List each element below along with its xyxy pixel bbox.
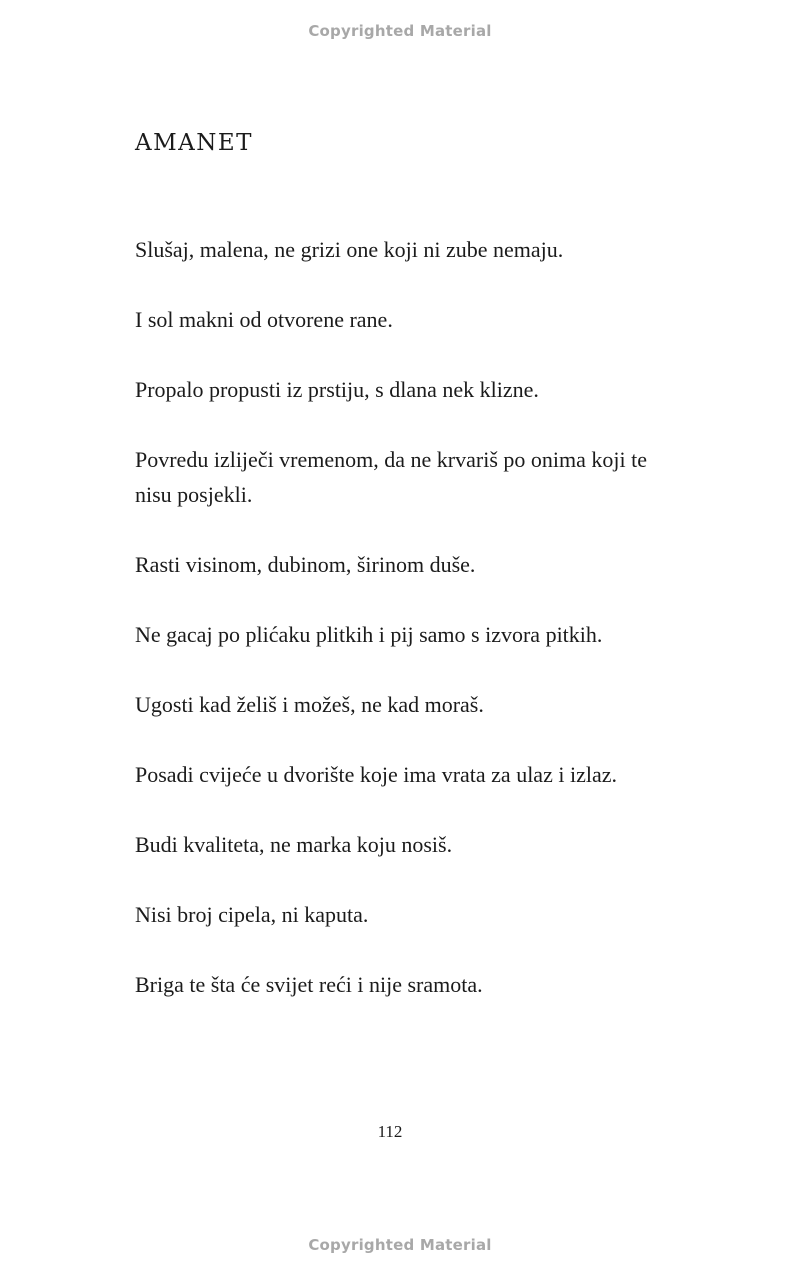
poem-stanza: Posadi cvijeće u dvorište koje ima vrata za ulaz i izlaz. xyxy=(135,762,617,787)
poem-stanza: Povredu izliječi vremenom, da ne krvariš po onima koji te nisu posjekli. xyxy=(135,447,647,507)
poem-stanza: Nisi broj cipela, ni kaputa. xyxy=(135,902,369,927)
poem-stanza: I sol makni od otvorene rane. xyxy=(135,307,393,332)
watermark-top: Copyrighted Material xyxy=(308,22,492,40)
poem-stanza: Ne gacaj po plićaku plitkih i pij samo s izvora pitkih. xyxy=(135,622,603,647)
page-number: 112 xyxy=(377,1122,403,1141)
poem-stanza: Propalo propusti iz prstiju, s dlana nek klizne. xyxy=(135,377,539,402)
poem-body xyxy=(135,232,655,1037)
poem-stanza: Ugosti kad želiš i možeš, ne kad moraš. xyxy=(135,692,484,717)
poem-stanza: Briga te šta će svijet reći i nije sramota. xyxy=(135,972,483,997)
watermark-bottom: Copyrighted Material xyxy=(308,1236,492,1254)
poem-title: AMANET xyxy=(135,130,254,156)
poem-stanza: Slušaj, malena, ne grizi one koji ni zube nemaju. xyxy=(135,237,564,262)
poem-stanza: Budi kvaliteta, ne marka koju nosiš. xyxy=(135,832,453,857)
poem-stanza: Rasti visinom, dubinom, širinom duše. xyxy=(135,552,476,577)
